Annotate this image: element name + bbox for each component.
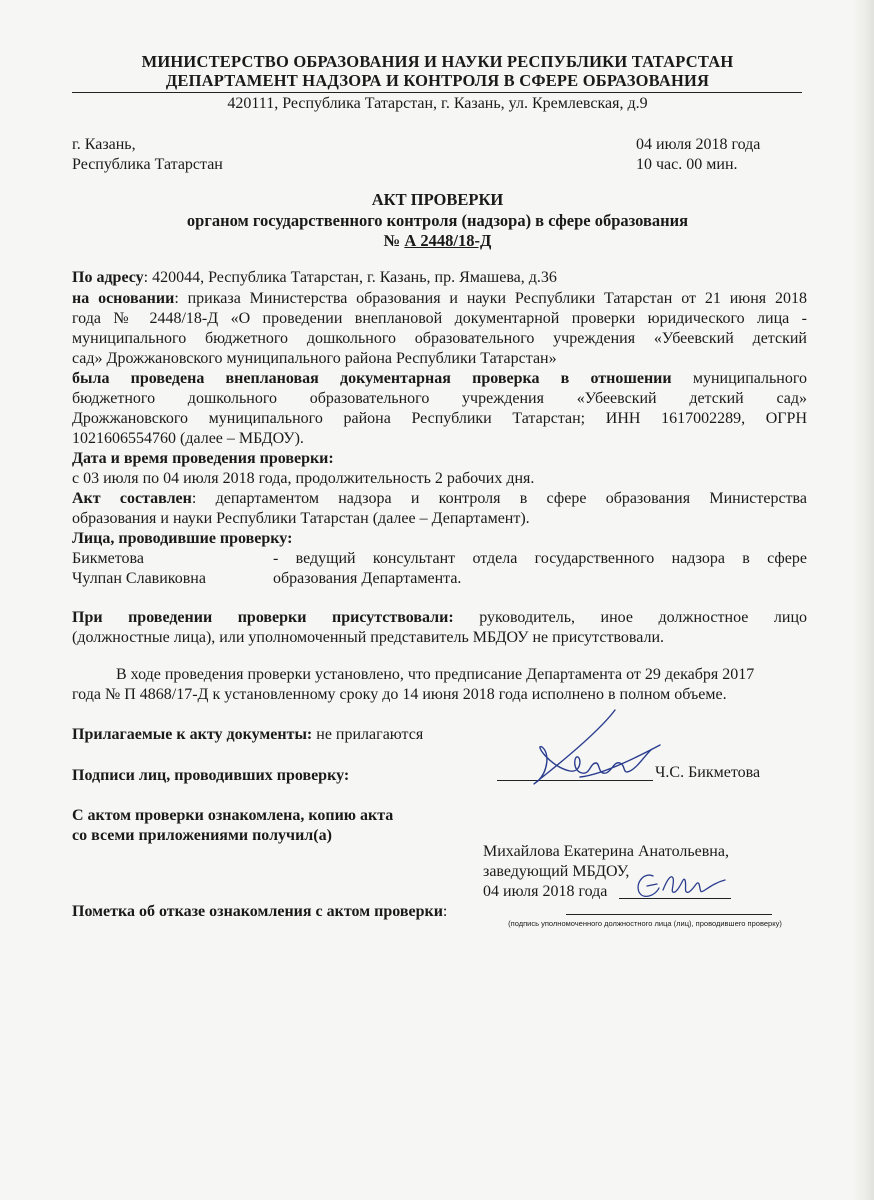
act-date: 04 июля 2018 года [636,136,761,153]
basis-label: на основании [72,290,175,307]
place-region: Республика Татарстан [72,156,223,173]
basis-line-1: на основании: приказа Министерства образования и науки Республики Татарстан от 21 июня 2018 [72,290,808,307]
inspector-role-1: - ведущий консультант отдела государственного надзора в сфере [273,550,807,567]
present-label: При проведении проверки присутствовали: [72,609,454,626]
act-subtitle: органом государственного контроля (надзора) в сфере образования [186,211,689,230]
inspection-label: была проведена внеплановая документарная проверка в отношении [72,370,672,387]
inspector-given-name: Чулпан Славиковна [72,570,206,587]
refusal-label: Пометка об отказе ознакомления с актом проверки [72,903,443,920]
refusal-colon: : [442,903,448,920]
inspection-line-3: Дрожжановского муниципального района Республики Татарстан; ИНН 1617002289, ОГРН [72,410,807,427]
present-line-1: При проведении проверки присутствовали: руководитель, иное должностное лицо [72,609,808,626]
address-line [72,268,807,289]
act-number-value: А 2448/18-Д [404,231,492,250]
act-title: АКТ ПРОВЕРКИ [371,190,504,209]
inspector-signature-name: Ч.С. Бикметова [655,764,761,781]
recipient-position: заведующий МБДОУ, [483,863,630,880]
recipient-name: Михайлова Екатерина Анатольевна, [483,843,729,860]
composed-line-2: образования и науки Республики Татарстан (далее – Департамент). [72,510,530,527]
attachments-label: Прилагаемые к акту документы: [72,726,313,743]
composed-line-1: Акт составлен: департаментом надзора и контроля в сфере образования Министерства [72,490,807,507]
page-edge-shadow [852,0,874,1200]
attachments-value: не прилагаются [312,726,424,743]
period-label: Дата и время проведения проверки: [72,450,334,467]
place-city: г. Казань, [72,136,136,153]
inspection-line-4: 1021606554760 (далее – МБДОУ). [72,430,304,447]
inspector-surname: Бикметова [72,550,144,567]
inspectors-label: Лица, проводившие проверку: [72,530,293,547]
inspector-signature-icon [520,705,680,795]
act-time: 10 час. 00 мин. [636,156,738,173]
acquainted-line-1: С актом проверки ознакомлена, копию акта [72,807,394,824]
ministry-heading: МИНИСТЕРСТВО ОБРАЗОВАНИЯ И НАУКИ РЕСПУБЛИКИ ТАТАРСТАН [141,52,734,71]
recipient-signature-icon [625,862,735,906]
attachments-line [72,725,423,746]
finding-line-2: года № П 4868/17-Д к установленному сроку до 14 июня 2018 года исполнено в полном объеме. [72,686,727,703]
acquainted-line-2: со всеми приложениями получил(а) [72,827,332,844]
inspector-role-2: образования Департамента. [273,570,462,587]
refusal-caption: (подпись уполномоченного должностного лица (лиц), проводившего проверку) [508,919,782,928]
basis-line-4: сад» Дрожжановского муниципального района Республики Татарстан» [72,350,557,367]
inspection-line-1: была проведена внеплановая документарная проверка в отношении муниципального [72,370,808,387]
finding-line-1: В ходе проведения проверки установлено, что предписание Департамента от 29 декабря 2017 [116,666,755,683]
act-number-prefix: № [383,231,405,250]
address-value: : 420044, Республика Татарстан, г. Казань, пр. Ямашева, д.36 [143,269,557,286]
header-address: 420111, Республика Татарстан, г. Казань, ул. Кремлевская, д.9 [227,95,648,112]
signatures-label: Подписи лиц, проводивших проверку: [72,767,350,784]
composed-label: Акт составлен [72,490,192,507]
recipient-date: 04 июля 2018 года [483,883,608,900]
basis-line-3: муниципального бюджетного дошкольного образовательного учреждения «Убеевский детский [72,330,807,347]
present-line-2: (должностные лица), или уполномоченный представитель МБДОУ не присутствовали. [72,629,665,646]
refusal-signature-line [566,914,772,915]
act-number [70,231,805,251]
inspection-line-2: бюджетного дошкольного образовательного учреждения «Убеевский детский сад» [72,390,807,407]
refusal-line [72,902,447,923]
period-value: с 03 июля по 04 июля 2018 года, продолжительность 2 рабочих дня. [72,470,535,487]
basis-line-2: года № 2448/18-Д «О проведении внеплановой документарной проверки юридического лица - [72,310,807,327]
department-heading: ДЕПАРТАМЕНТ НАДЗОРА И КОНТРОЛЯ В СФЕРЕ ОБРАЗОВАНИЯ [165,71,710,90]
header-rule [72,92,802,93]
address-label: По адресу [72,269,144,286]
